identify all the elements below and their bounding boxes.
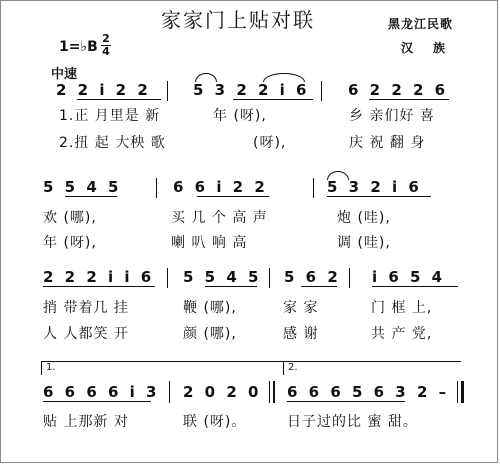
row3-lyric2-c: 感 谢	[283, 326, 319, 342]
row2-lyric1-b: 买 几 个 高 声	[171, 210, 268, 226]
row1-measure2-notes: 5 3 2 2 i 6	[193, 81, 310, 99]
beam	[43, 286, 155, 287]
barline	[313, 178, 314, 198]
beam	[301, 286, 337, 287]
song-title: 家家门上贴对联	[161, 8, 315, 32]
beam	[369, 99, 449, 100]
time-signature-top: 2	[102, 32, 110, 45]
row1-measure3-notes: 6 2 2 2 6	[348, 81, 449, 99]
row2-lyric1-a: 欢 (哪),	[43, 210, 97, 226]
beam	[287, 401, 405, 402]
row4-measure2-notes: 2 0 2 0	[183, 383, 262, 401]
volta-second-label: 2.	[288, 362, 298, 373]
row2-measure1-notes: 5 5 4 5	[43, 178, 122, 196]
key-signature: 1=♭B	[59, 39, 98, 55]
beam	[65, 196, 117, 197]
row2-lyric2-b: 喇 叭 响 高	[171, 235, 248, 251]
final-barline	[457, 381, 458, 403]
row3-measure3-notes: 5 6 2	[284, 268, 341, 286]
row2-lyric1-c: 炮 (哇),	[337, 210, 391, 226]
row4-measure1-notes: 6 6 6 6 i 3	[43, 383, 160, 401]
beam	[205, 286, 257, 287]
row4-lyric1-a: 贴 上那新 对	[43, 414, 129, 430]
beam	[233, 99, 313, 100]
row3-measure4-notes: i 6 5 4	[372, 268, 446, 286]
row1-lyric1-c: 乡 亲们好 喜	[349, 108, 435, 124]
row1-measure1-notes: 2 2 i 2 2	[56, 81, 151, 99]
row1-lyric1-b: 年 (呀),	[213, 108, 267, 124]
song-ethnic-group: 汉族	[401, 41, 466, 55]
beam	[372, 286, 458, 287]
row2-measure2-notes: 6 6 i 2 2	[173, 178, 268, 196]
time-signature	[101, 33, 111, 58]
beam	[43, 401, 151, 402]
row1-lyric2-a: 2.扭 起 大秧 歌	[59, 135, 166, 151]
barline	[269, 268, 270, 288]
row3-lyric2-d: 共 产 党,	[371, 326, 433, 342]
barline	[349, 268, 350, 288]
row3-lyric1-b: 鞭 (哪),	[183, 300, 237, 316]
row2-measure3-notes: 5 3 2 i 6	[327, 178, 422, 196]
volta-first-label: 1.	[46, 362, 56, 373]
barline	[167, 268, 168, 288]
beam	[327, 196, 431, 197]
time-signature-bottom: 4	[102, 45, 110, 58]
volta-second-ending	[283, 361, 461, 375]
row1-lyric1-a: 1.正 月里是 新	[59, 108, 161, 124]
final-barline-thick	[461, 381, 464, 403]
row3-measure2-notes: 5 5 4 5	[183, 268, 262, 286]
row3-lyric1-c: 家 家	[283, 300, 319, 316]
row2-lyric2-c: 调 (哇),	[337, 235, 391, 251]
row3-lyric2-a: 人 人都笑 开	[43, 326, 129, 342]
row2-lyric2-a: 年 (呀),	[43, 235, 97, 251]
beam	[197, 196, 269, 197]
barline	[156, 178, 157, 198]
row3-lyric1-d: 门 框 上,	[371, 300, 433, 316]
row4-lyric1-b: 联 (呀)。	[183, 414, 247, 430]
tempo-marking: 中速	[51, 67, 78, 82]
beam	[77, 99, 161, 100]
repeat-end-barline-thick	[273, 381, 275, 403]
repeat-end-barline	[269, 381, 270, 403]
barline	[167, 81, 168, 101]
row1-lyric2-c: 庆 祝 翻 身	[349, 135, 426, 151]
row3-measure1-notes: 2 2 2 i i 6	[43, 268, 155, 286]
row4-measure3-notes: 6 6 6 5 6 3 2 –	[287, 383, 450, 401]
volta-first-ending	[41, 361, 283, 375]
row3-lyric1-a: 捎 带着几 挂	[43, 300, 129, 316]
row1-lyric2-b: (呀),	[253, 135, 287, 151]
row4-lyric1-c: 日子过的比 蜜 甜。	[287, 414, 418, 430]
barline	[321, 81, 322, 101]
song-origin: 黑龙江民歌	[388, 17, 454, 31]
barline	[169, 381, 170, 403]
row3-lyric2-b: 颜 (哪),	[183, 326, 237, 342]
